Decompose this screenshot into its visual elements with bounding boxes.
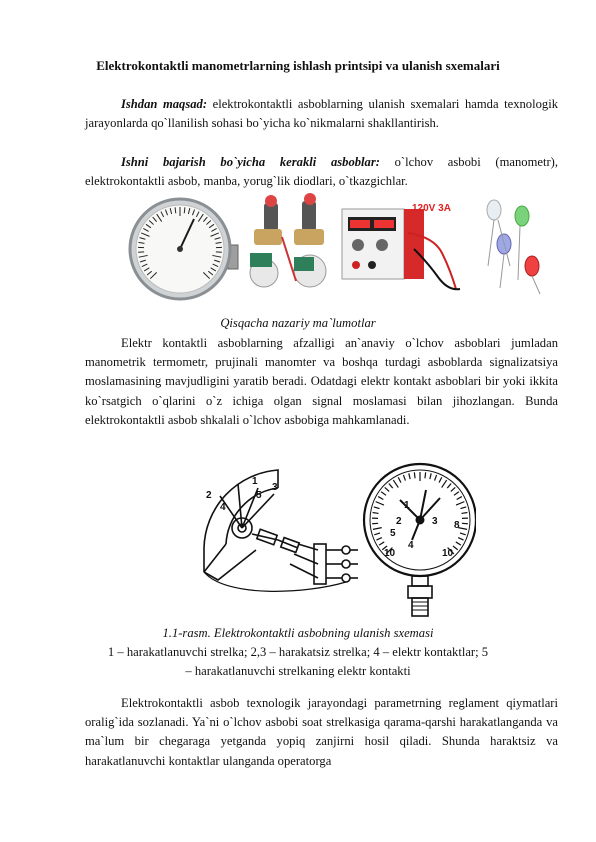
- right-label-8: 8: [454, 520, 460, 531]
- right-label-1: 1: [404, 500, 410, 511]
- tools-text: o`lchov asbobi (manometr), elektrokontaktli asbob, manba, yorug`lik diodlari, o`tkazgichlar.: [85, 155, 558, 189]
- aim-text: elektrokontaktli asboblarning ulanish sxemalari hamda texnologik jarayonlarda qo`llanilish sohasi bo`yicha ko`nikmalarni shakllantirish.: [85, 97, 558, 131]
- figure-legend-line1: 1 – harakatlanuvchi strelka; 2,3 – harakatsiz strelka; 4 – elektr kontaktlar; 5: [107, 645, 489, 659]
- dial-tick: [379, 542, 384, 545]
- dial-tick: [458, 528, 467, 530]
- dial-tick: [381, 492, 386, 496]
- leds-photo: [470, 196, 560, 296]
- dial-tick: [403, 475, 405, 481]
- dial-tick: [374, 507, 380, 509]
- left-label-1: 1: [252, 476, 258, 487]
- dial-tick: [430, 473, 431, 479]
- dial-tick: [385, 487, 389, 491]
- power-supply-photo: [338, 193, 464, 297]
- manometer-photo: [128, 193, 240, 303]
- dial-tick: [461, 512, 467, 513]
- theory-paragraph: Elektr kontaktli asboblarning afzalligi an`anaviy o`lchov asboblari jumladan manometrik termometr, prujinali manomter va boshqa turdagi asboblarda signalizatsiya moslamasining mavjudligini yaratib beradi. Odatdagi elektr kontakt asboblari bir yoki ikkita ko`rsatgich o`qlarini o`z ichiga olgan signal moslamasi bilan jihozlangan. Bunda elektrokontaktli asbob shkalali o`lchov asbobiga mahkamlanadi.: [85, 336, 558, 427]
- right-label-10-left: 10: [384, 548, 396, 559]
- dial-tick: [447, 484, 451, 489]
- right-label-4: 4: [408, 540, 414, 551]
- figure-legend-line2: – harakatlanuvchi strelkaning elektr kontakti: [185, 664, 411, 678]
- aim-paragraph: [85, 95, 558, 133]
- dial-tick: [456, 542, 461, 545]
- dial-tick: [376, 502, 384, 505]
- page-title: Elektrokontaktli manometrlarning ishlash printsipi va ulanish sxemalari: [96, 58, 500, 73]
- final-paragraph: Elektrokontaktli asbob texnologik jarayondagi parametrning reglament qiymatlari oralig`ida sozlanadi. Ya`ni o`lchov asbobi soat strelkasiga qarama-qarshi harakatlanganda va ma`lum bir chegaraga yetganda yopiq zanjirni hosil qiladi. Shunda haraktsiz va harakatlanuvchi kontaktlar ulanganda operatorga: [85, 696, 558, 768]
- contact-modules-photo: [244, 193, 334, 301]
- left-label-5: 5: [256, 490, 262, 501]
- dial-tick: [373, 512, 379, 513]
- theory-heading: Qisqacha nazariy ma`lumotlar: [220, 316, 376, 330]
- dial-tick: [454, 492, 459, 496]
- dial-tick: [373, 528, 382, 530]
- figure-schematic: [186, 448, 476, 628]
- dial-tick: [376, 538, 381, 541]
- right-label-3: 3: [432, 516, 438, 527]
- dial-tick: [184, 207, 185, 213]
- right-label-2: 2: [396, 516, 402, 527]
- dial-tick: [378, 497, 383, 500]
- dial-tick: [409, 473, 410, 479]
- tools-label: Ishni bajarish bo`yicha kerakli asboblar:: [121, 155, 380, 169]
- right-gauge: [364, 464, 476, 616]
- dial-tick: [442, 480, 447, 487]
- dial-tick: [175, 207, 176, 213]
- dial-tick: [458, 538, 463, 541]
- dial-tick: [425, 472, 426, 478]
- left-label-4: 4: [220, 502, 226, 513]
- dial-tick: [393, 480, 398, 487]
- dial-tick: [414, 472, 415, 478]
- dial-tick: [398, 477, 401, 482]
- left-schematic: [204, 470, 358, 591]
- dial-tick: [451, 487, 455, 491]
- dial-tick: [457, 497, 462, 500]
- dial-tick: [389, 484, 393, 489]
- right-label-5: 5: [390, 528, 396, 539]
- aim-label: Ishdan maqsad:: [121, 97, 208, 111]
- dial-tick: [435, 475, 437, 481]
- left-label-2: 2: [206, 490, 212, 501]
- tools-paragraph: [85, 153, 558, 191]
- dial-tick: [456, 502, 464, 505]
- figure-caption: 1.1-rasm. Elektrokontaktli asbobning ulanish sxemasi: [162, 626, 434, 640]
- left-label-3: 3: [272, 482, 278, 493]
- right-label-10-right: 10: [442, 548, 454, 559]
- dial-tick: [453, 546, 458, 550]
- dial-tick: [439, 477, 442, 482]
- psu-rating-label: 120V 3A: [412, 203, 451, 214]
- dial-tick: [460, 507, 466, 509]
- dial-tick: [374, 533, 380, 535]
- dial-tick: [460, 533, 466, 535]
